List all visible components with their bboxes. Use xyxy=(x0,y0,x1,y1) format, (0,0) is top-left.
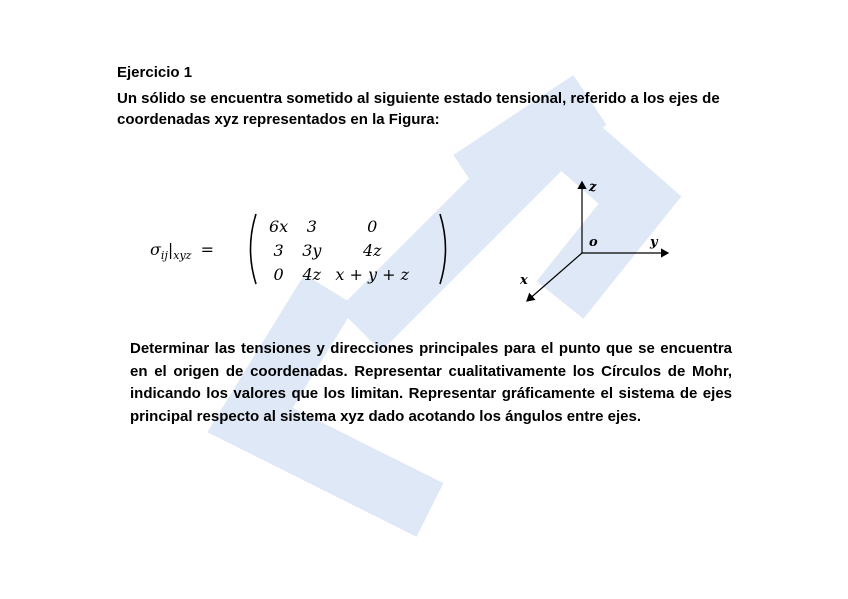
sigma-symbol: σ xyxy=(150,240,161,259)
matrix-cell: 4z xyxy=(302,264,322,284)
matrix-cell: x + y + z xyxy=(335,264,410,284)
matrix-cell: 4z xyxy=(362,240,382,260)
matrix-cell: 6x xyxy=(269,216,289,236)
matrix-row xyxy=(262,214,416,238)
y-axis-label: y xyxy=(650,235,658,250)
right-parenthesis xyxy=(438,213,452,285)
bar-subscript: xyz xyxy=(173,249,192,263)
z-axis-label: z xyxy=(589,180,597,195)
exercise-title: Ejercicio 1 xyxy=(117,64,193,81)
x-axis-label: x xyxy=(520,273,528,288)
origin-label: o xyxy=(589,235,598,250)
matrix-cell: 0 xyxy=(367,216,378,236)
matrix-row xyxy=(262,262,416,286)
matrix-cell: 0 xyxy=(273,264,284,284)
left-parenthesis xyxy=(244,213,258,285)
equation-lhs: $\sigma_{ij}|_{xyz}$ = xyxy=(150,240,214,263)
matrix-cell: 3 xyxy=(306,216,317,236)
matrix-cell: 3 xyxy=(273,240,284,260)
stress-matrix xyxy=(262,214,416,286)
x-axis-line xyxy=(527,253,582,301)
task-description: Determinar las tensiones y direcciones principales para el punto que se encuentra en el origen de coordenadas. Representar cualitativamente los Círculos de Mohr, indicando los valores que los limitan. Representar gráficamente el sistema de ejes principal respecto al sistema xyz dado acotando los ángulos entre ejes. xyxy=(130,340,732,425)
matrix-cell: 3y xyxy=(302,240,322,260)
equals-sign: = xyxy=(200,240,214,259)
sigma-subscript: ij xyxy=(160,249,168,263)
coordinate-axes-figure xyxy=(500,170,680,310)
exercise-intro: Un sólido se encuentra sometido al siguiente estado tensional, referido a los ejes de coordenadas xyz representados en la Figura: xyxy=(117,90,720,128)
matrix-row xyxy=(262,238,416,262)
